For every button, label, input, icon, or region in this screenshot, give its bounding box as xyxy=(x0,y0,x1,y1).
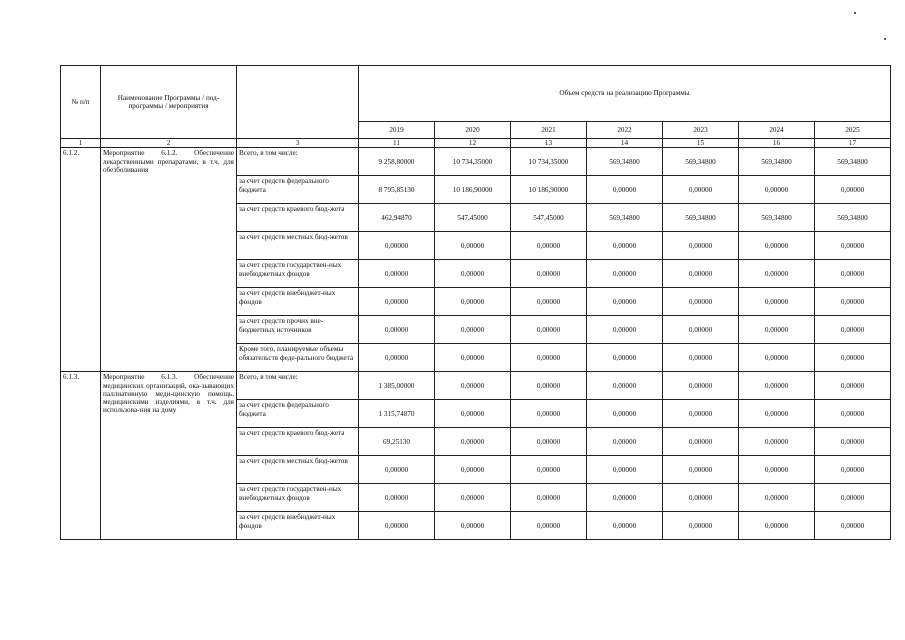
funding-value: 0,00000 xyxy=(511,288,587,316)
funding-value: 0,00000 xyxy=(815,372,891,400)
funding-value: 0,00000 xyxy=(359,344,435,372)
funding-value: 0,00000 xyxy=(511,316,587,344)
funding-value: 0,00000 xyxy=(511,344,587,372)
funding-value: 0,00000 xyxy=(587,428,663,456)
header-year: 2019 xyxy=(359,122,435,139)
funding-value: 0,00000 xyxy=(511,456,587,484)
funding-value: 0,00000 xyxy=(739,176,815,204)
funding-value: 9 258,80000 xyxy=(359,148,435,176)
funding-value: 0,00000 xyxy=(359,484,435,512)
funding-value: 0,00000 xyxy=(663,456,739,484)
column-index: 17 xyxy=(815,139,891,148)
column-index: 3 xyxy=(237,139,359,148)
funding-value: 0,00000 xyxy=(435,484,511,512)
funding-value: 0,00000 xyxy=(435,260,511,288)
column-index: 12 xyxy=(435,139,511,148)
funding-value: 547,45000 xyxy=(435,204,511,232)
funding-value: 10 186,90000 xyxy=(511,176,587,204)
activity-name: Мероприятие 6.1.2. Обеспечение лекарственными препаратами, в т.ч. для обезболивания xyxy=(101,148,237,372)
funding-value: 0,00000 xyxy=(435,288,511,316)
funding-value: 0,00000 xyxy=(663,400,739,428)
funding-value: 547,45000 xyxy=(511,204,587,232)
funding-value: 0,00000 xyxy=(663,316,739,344)
table-body xyxy=(61,148,891,540)
funding-table xyxy=(60,65,891,540)
funding-value: 0,00000 xyxy=(815,260,891,288)
header-year: 2020 xyxy=(435,122,511,139)
table-row xyxy=(61,148,891,176)
funding-value: 0,00000 xyxy=(739,260,815,288)
header-year: 2025 xyxy=(815,122,891,139)
funding-source: за счет средств внебюджет-ных фондов xyxy=(237,512,359,540)
funding-value: 0,00000 xyxy=(739,372,815,400)
funding-value: 0,00000 xyxy=(587,176,663,204)
funding-value: 0,00000 xyxy=(815,456,891,484)
funding-value: 0,00000 xyxy=(511,428,587,456)
funding-value: 0,00000 xyxy=(739,288,815,316)
funding-value: 0,00000 xyxy=(435,428,511,456)
funding-source: за счет средств краевого бюд-жета xyxy=(237,204,359,232)
funding-value: 69,25130 xyxy=(359,428,435,456)
funding-value: 0,00000 xyxy=(511,260,587,288)
funding-table-container xyxy=(60,65,890,540)
funding-value: 1 315,74870 xyxy=(359,400,435,428)
column-index: 14 xyxy=(587,139,663,148)
funding-value: 0,00000 xyxy=(511,400,587,428)
funding-value: 569,34800 xyxy=(587,148,663,176)
header-name: Наименование Программы / под-программы / мероприятия xyxy=(101,66,237,139)
funding-value: 10 734,35000 xyxy=(511,148,587,176)
header-num: № п/п xyxy=(61,66,101,139)
funding-source: за счет средств местных бюд-жетов xyxy=(237,456,359,484)
funding-value: 0,00000 xyxy=(663,260,739,288)
funding-value: 0,00000 xyxy=(435,372,511,400)
funding-value: 0,00000 xyxy=(587,344,663,372)
funding-value: 0,00000 xyxy=(815,400,891,428)
funding-value: 0,00000 xyxy=(587,316,663,344)
funding-value: 569,34800 xyxy=(587,204,663,232)
column-index: 15 xyxy=(663,139,739,148)
funding-value: 0,00000 xyxy=(815,512,891,540)
funding-value: 0,00000 xyxy=(739,344,815,372)
column-index: 13 xyxy=(511,139,587,148)
item-number: 6.1.2. xyxy=(61,148,101,372)
column-index: 16 xyxy=(739,139,815,148)
funding-value: 0,00000 xyxy=(815,344,891,372)
funding-value: 0,00000 xyxy=(663,232,739,260)
funding-value: 0,00000 xyxy=(739,400,815,428)
funding-value: 0,00000 xyxy=(435,456,511,484)
funding-value: 569,34800 xyxy=(663,148,739,176)
funding-source: за счет средств государствен-ных внебюджетных фондов xyxy=(237,260,359,288)
funding-source: Всего, в том числе: xyxy=(237,372,359,400)
funding-value: 0,00000 xyxy=(587,260,663,288)
funding-value: 569,34800 xyxy=(739,204,815,232)
funding-source: за счет средств краевого бюд-жета xyxy=(237,428,359,456)
funding-source: Кроме того, планируемые объемы обязательств феде-рального бюджета xyxy=(237,344,359,372)
header-year: 2024 xyxy=(739,122,815,139)
funding-source: за счет средств федерального бюджета xyxy=(237,176,359,204)
funding-value: 0,00000 xyxy=(739,512,815,540)
funding-value: 0,00000 xyxy=(587,484,663,512)
funding-value: 0,00000 xyxy=(587,232,663,260)
header-source xyxy=(237,66,359,139)
header-year: 2022 xyxy=(587,122,663,139)
funding-value: 0,00000 xyxy=(359,232,435,260)
scan-speck xyxy=(854,12,856,14)
funding-value: 569,34800 xyxy=(815,204,891,232)
funding-value: 0,00000 xyxy=(587,372,663,400)
activity-name: Мероприятие 6.1.3. Обеспечение медицинских организаций, ока-зывающих паллиативную меди-цинскую помощь, медицинскими изделиями, в т.ч. для использова-ния на дому xyxy=(101,372,237,540)
funding-value: 0,00000 xyxy=(511,484,587,512)
funding-value: 0,00000 xyxy=(739,232,815,260)
funding-value: 0,00000 xyxy=(739,484,815,512)
header-year: 2023 xyxy=(663,122,739,139)
funding-value: 0,00000 xyxy=(815,316,891,344)
funding-value: 0,00000 xyxy=(815,288,891,316)
column-index: 2 xyxy=(101,139,237,148)
funding-source: за счет средств местных бюд-жетов xyxy=(237,232,359,260)
funding-value: 0,00000 xyxy=(663,428,739,456)
funding-value: 569,34800 xyxy=(739,148,815,176)
funding-value: 569,34800 xyxy=(815,148,891,176)
funding-value: 0,00000 xyxy=(435,232,511,260)
funding-source: за счет средств прочих вне-бюджетных источников xyxy=(237,316,359,344)
funding-value: 0,00000 xyxy=(435,400,511,428)
funding-value: 0,00000 xyxy=(663,512,739,540)
funding-value: 0,00000 xyxy=(815,176,891,204)
funding-value: 0,00000 xyxy=(663,344,739,372)
funding-value: 569,34800 xyxy=(663,204,739,232)
funding-value: 0,00000 xyxy=(511,512,587,540)
funding-value: 10 734,35000 xyxy=(435,148,511,176)
funding-source: Всего, в том числе: xyxy=(237,148,359,176)
funding-value: 0,00000 xyxy=(435,316,511,344)
header-year: 2021 xyxy=(511,122,587,139)
funding-value: 0,00000 xyxy=(663,288,739,316)
item-number: 6.1.3. xyxy=(61,372,101,540)
funding-value: 10 186,90000 xyxy=(435,176,511,204)
funding-value: 0,00000 xyxy=(435,512,511,540)
funding-value: 0,00000 xyxy=(587,400,663,428)
funding-value: 0,00000 xyxy=(815,232,891,260)
funding-value: 0,00000 xyxy=(511,232,587,260)
funding-value: 0,00000 xyxy=(359,288,435,316)
funding-value: 0,00000 xyxy=(435,344,511,372)
funding-value: 0,00000 xyxy=(587,512,663,540)
funding-value: 0,00000 xyxy=(359,260,435,288)
funding-value: 0,00000 xyxy=(739,456,815,484)
funding-value: 8 795,85130 xyxy=(359,176,435,204)
funding-value: 0,00000 xyxy=(359,456,435,484)
funding-source: за счет средств федерального бюджета xyxy=(237,400,359,428)
column-index: 11 xyxy=(359,139,435,148)
header-funding: Объем средств на реализацию Программы xyxy=(359,66,891,122)
column-index: 1 xyxy=(61,139,101,148)
funding-value: 0,00000 xyxy=(359,316,435,344)
scan-speck xyxy=(884,38,886,40)
funding-source: за счет средств государствен-ных внебюджетных фондов xyxy=(237,484,359,512)
funding-value: 1 385,00000 xyxy=(359,372,435,400)
table-row xyxy=(61,372,891,400)
funding-value: 0,00000 xyxy=(739,428,815,456)
funding-value: 0,00000 xyxy=(739,316,815,344)
funding-value: 0,00000 xyxy=(663,176,739,204)
funding-value: 0,00000 xyxy=(587,288,663,316)
funding-value: 0,00000 xyxy=(663,372,739,400)
funding-value: 0,00000 xyxy=(511,372,587,400)
funding-source: за счет средств внебюджет-ных фондов xyxy=(237,288,359,316)
funding-value: 0,00000 xyxy=(815,428,891,456)
funding-value: 0,00000 xyxy=(587,456,663,484)
funding-value: 0,00000 xyxy=(663,484,739,512)
funding-value: 0,00000 xyxy=(815,484,891,512)
funding-value: 0,00000 xyxy=(359,512,435,540)
funding-value: 462,94870 xyxy=(359,204,435,232)
